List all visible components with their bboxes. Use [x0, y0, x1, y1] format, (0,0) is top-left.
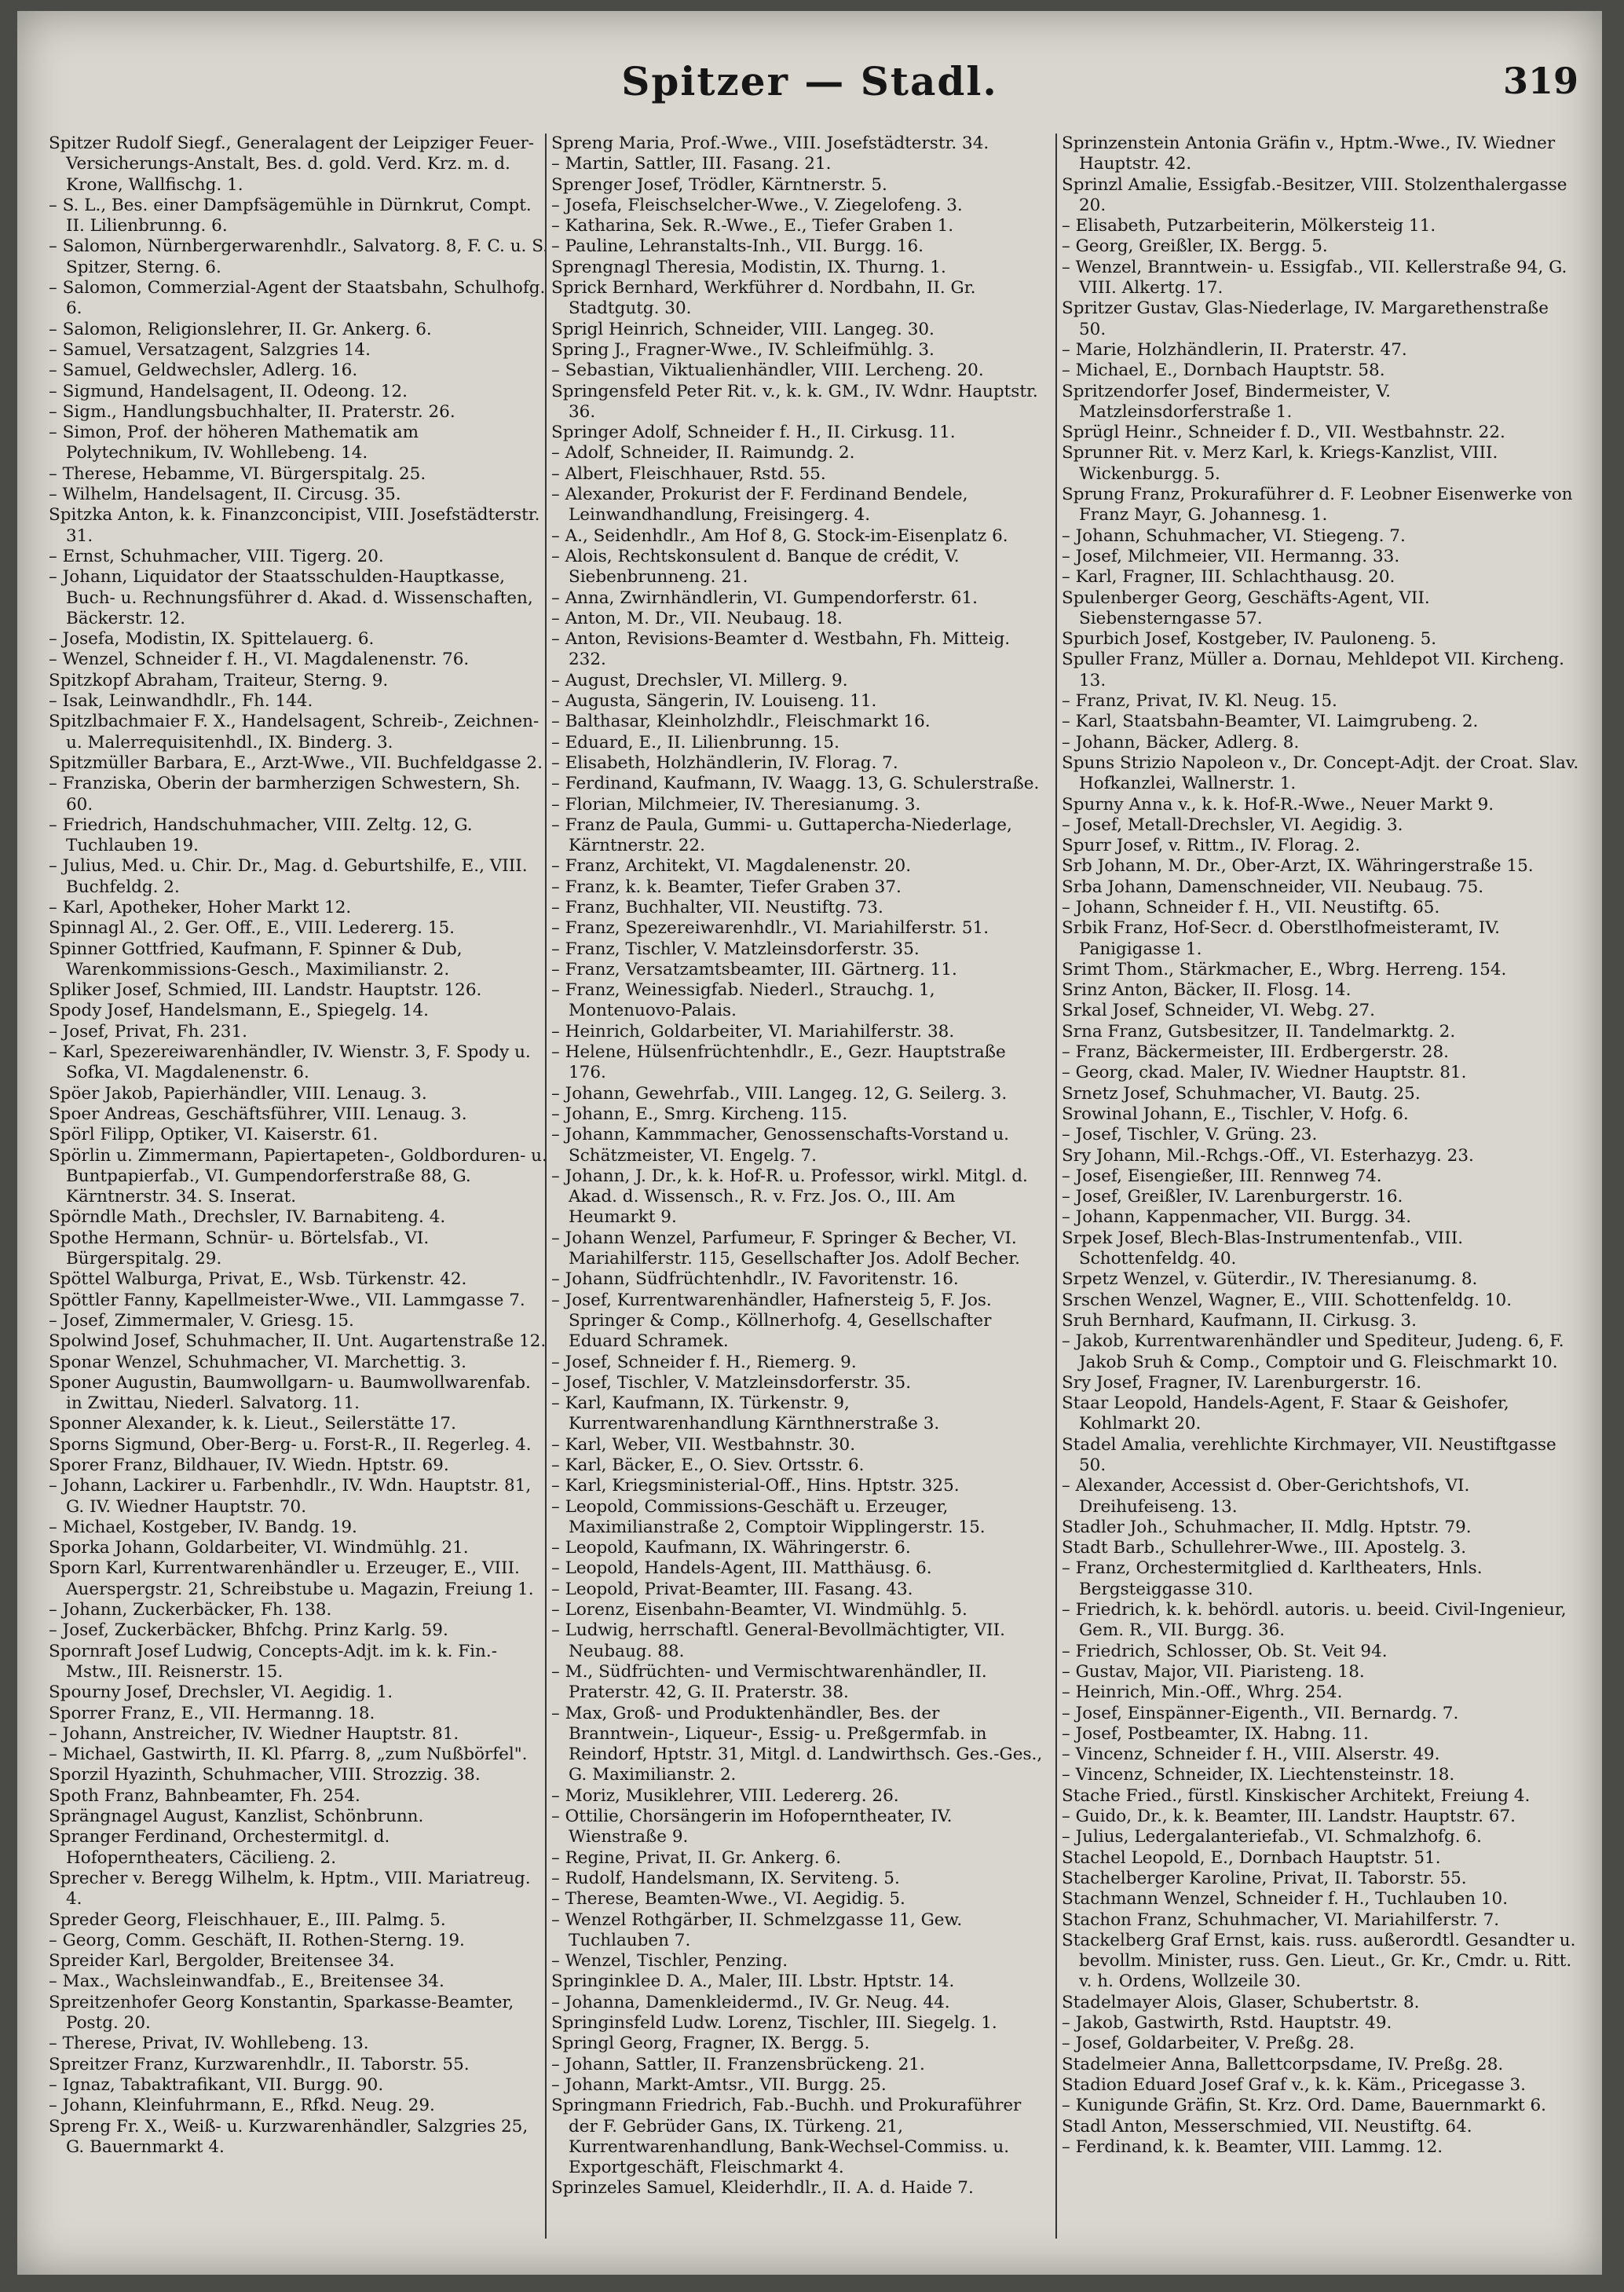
- directory-entry: Spitzkopf Abraham, Traiteur, Sterng. 9.: [49, 670, 389, 690]
- directory-entry: Sponar Wenzel, Schuhmacher, VI. Marchettig. 3.: [49, 1352, 466, 1372]
- directory-page: [17, 11, 1602, 2275]
- directory-entry: – Josef, Kurrentwarenhändler, Hafnersteig 5, F. Jos. Springer & Comp., Köllnerhofg. 4, Gesellschafter Eduard Schramek.: [551, 1290, 992, 1352]
- directory-entry: Springinsfeld Ludw. Lorenz, Tischler, III. Siegelg. 1.: [551, 2013, 997, 2034]
- directory-column-1: [49, 134, 551, 2239]
- directory-entry: Spreider Karl, Bergolder, Breitensee 34.: [49, 1951, 395, 1972]
- directory-entry: – Karl, Apotheker, Hoher Markt 12.: [49, 897, 352, 917]
- directory-entry: – Franz, Weinessigfab. Niederl., Strauchg. 1, Montenuovo-Palais.: [551, 980, 935, 1021]
- directory-entry: Srna Franz, Gutsbesitzer, II. Tandelmarktg. 2.: [1062, 1021, 1456, 1042]
- directory-entry: Spurr Josef, v. Rittm., IV. Florag. 2.: [1062, 836, 1361, 856]
- directory-entry: – Josefa, Fleischselcher-Wwe., V. Ziegelofeng. 3.: [551, 195, 963, 215]
- directory-entry: – Franz, k. k. Beamter, Tiefer Graben 37.: [551, 877, 902, 897]
- directory-entry: Stachel Leopold, E., Dornbach Hauptstr. 51.: [1062, 1847, 1441, 1868]
- directory-entry: Srowinal Johann, E., Tischler, V. Hofg. 6.: [1062, 1104, 1409, 1124]
- directory-entry: Sponer Augustin, Baumwollgarn- u. Baumwollwarenfab. in Zwittau, Niederl. Salvatorg. 11.: [49, 1372, 531, 1414]
- directory-entry: – Johann, Bäcker, Adlerg. 8.: [1062, 732, 1300, 752]
- directory-entry: Srb Johann, M. Dr., Ober-Arzt, IX. Währingerstraße 15.: [1062, 856, 1534, 877]
- directory-entry: – Albert, Fleischhauer, Rstd. 55.: [551, 463, 826, 484]
- directory-entry: – Max., Wachsleinwandfab., E., Breitensee 34.: [49, 1972, 444, 1992]
- directory-entry: – Josef, Tischler, V. Grüng. 23.: [1062, 1125, 1318, 1145]
- directory-entry: – Karl, Weber, VII. Westbahnstr. 30.: [551, 1434, 856, 1455]
- directory-entry: – Samuel, Versatzagent, Salzgries 14.: [49, 339, 371, 360]
- directory-entry: – Therese, Privat, IV. Wohllebeng. 13.: [49, 2034, 369, 2054]
- directory-entry: – Karl, Fragner, III. Schlachthausg. 20.: [1062, 567, 1395, 588]
- directory-entry: Sponner Alexander, k. k. Lieut., Seilerstätte 17.: [49, 1414, 456, 1434]
- directory-entry: – Anton, Revisions-Beamter d. Westbahn, Fh. Mitteig. 232.: [551, 629, 1011, 670]
- directory-entry: – Johann, Schuhmacher, VI. Stiegeng. 7.: [1062, 525, 1406, 546]
- directory-entry: Springinklee D. A., Maler, III. Lbstr. Hptstr. 14.: [551, 1972, 955, 1992]
- directory-entry: Sporka Johann, Goldarbeiter, VI. Windmühlg. 21.: [49, 1538, 469, 1558]
- directory-entry: Srschen Wenzel, Wagner, E., VIII. Schottenfeldg. 10.: [1062, 1290, 1512, 1310]
- directory-entry: – Franz, Buchhalter, VII. Neustiftg. 73.: [551, 897, 883, 917]
- directory-entry: – Wenzel, Tischler, Penzing.: [551, 1951, 788, 1972]
- directory-entry: Sporzil Hyazinth, Schuhmacher, VIII. Strozzig. 38.: [49, 1765, 481, 1785]
- directory-entry: – Lorenz, Eisenbahn-Beamter, VI. Windmühlg. 5.: [551, 1600, 967, 1620]
- directory-entry: Spuns Strizio Napoleon v., Dr. Concept-Adjt. der Croat. Slav. Hofkanzlei, Wallnerstr. 1.: [1062, 752, 1579, 794]
- directory-entry: – Vincenz, Schneider, IX. Liechtensteinstr. 18.: [1062, 1765, 1455, 1785]
- directory-entry: – Karl, Kriegsministerial-Off., Hins. Hptstr. 325.: [551, 1476, 960, 1496]
- directory-entry: – Leopold, Commissions-Geschäft u. Erzeuger, Maximilianstraße 2, Comptoir Wipplingerstr. 15.: [551, 1496, 986, 1537]
- directory-entry: – Georg, ckad. Maler, IV. Wiedner Hauptstr. 81.: [1062, 1063, 1467, 1083]
- directory-entry: – Ferdinand, Kaufmann, IV. Waagg. 13, G. Schulerstraße.: [551, 774, 1040, 794]
- directory-entry: – Josef, Milchmeier, VII. Hermanng. 33.: [1062, 546, 1400, 566]
- directory-entry: Stadel Amalia, verehlichte Kirchmayer, VII. Neustiftgasse 50.: [1062, 1434, 1556, 1475]
- directory-entry: Staar Leopold, Handels-Agent, F. Staar & Geishofer, Kohlmarkt 20.: [1062, 1393, 1509, 1434]
- directory-entry: – Sigm., Handlungsbuchhalter, II. Praterstr. 26.: [49, 401, 455, 422]
- directory-entry: Stadelmayer Alois, Glaser, Schubertstr. 8.: [1062, 1992, 1420, 2012]
- directory-entry: – Georg, Greißler, IX. Bergg. 5.: [1062, 236, 1328, 257]
- directory-entry: – Helene, Hülsenfrüchtenhdlr., E., Gezr. Hauptstraße 176.: [551, 1042, 1006, 1083]
- directory-entry: – Johann, Zuckerbäcker, Fh. 138.: [49, 1600, 332, 1620]
- directory-entry: – Michael, Gastwirth, II. Kl. Pfarrg. 8, „zum Nußbörfel".: [49, 1745, 528, 1765]
- directory-entry: – Ignaz, Tabaktrafikant, VII. Burgg. 90.: [49, 2074, 384, 2095]
- directory-entry: – Ernst, Schuhmacher, VIII. Tigerg. 20.: [49, 546, 384, 566]
- directory-entry: Spolwind Josef, Schuhmacher, II. Unt. Augartenstraße 12.: [49, 1331, 547, 1352]
- directory-entry: – Ferdinand, k. k. Beamter, VIII. Lammg. 12.: [1062, 2136, 1443, 2157]
- directory-entry: Sprunner Rit. v. Merz Karl, k. Kriegs-Kanzlist, VIII. Wickenburgg. 5.: [1062, 443, 1498, 484]
- directory-entry: – Elisabeth, Putzarbeiterin, Mölkersteig 11.: [1062, 216, 1436, 236]
- directory-entry: – Salomon, Religionslehrer, II. Gr. Ankerg. 6.: [49, 319, 432, 339]
- directory-entry: – S. L., Bes. einer Dampfsägemühle in Dürnkrut, Compt. II. Lilienbrunng. 6.: [49, 195, 532, 236]
- directory-entry: – Josef, Tischler, V. Matzleinsdorferstr. 35.: [551, 1372, 912, 1393]
- directory-entry: Sprung Franz, Prokuraführer d. F. Leobner Eisenwerke von Franz Mayr, G. Johannesg. 1.: [1062, 485, 1573, 525]
- directory-entry: Spourny Josef, Drechsler, VI. Aegidig. 1.: [49, 1682, 393, 1703]
- directory-entry: – Martin, Sattler, III. Fasang. 21.: [551, 154, 832, 174]
- directory-entry: – Julius, Med. u. Chir. Dr., Mag. d. Geburtshilfe, E., VIII. Buchfeldg. 2.: [49, 856, 528, 897]
- directory-entry: – Ludwig, herrschaftl. General-Bevollmächtigter, VII. Neubaug. 88.: [551, 1620, 1005, 1661]
- directory-entry: – Karl, Kaufmann, IX. Türkenstr. 9, Kurrentwarenhandlung Kärnthnerstraße 3.: [551, 1393, 940, 1434]
- directory-entry: – Wenzel, Branntwein- u. Essigfab., VII. Kellerstraße 94, G. VIII. Alkertg. 17.: [1062, 257, 1567, 298]
- directory-entry: – Therese, Beamten-Wwe., VI. Aegidig. 5.: [551, 1889, 905, 1909]
- directory-entry: – A., Seidenhdlr., Am Hof 8, G. Stock-im-Eisenplatz 6.: [551, 525, 1008, 546]
- directory-entry: – Alexander, Accessist d. Ober-Gerichtshofs, VI. Dreihufeiseng. 13.: [1062, 1476, 1470, 1517]
- directory-entry: – Johann Wenzel, Parfumeur, F. Springer & Becher, VI. Mariahilferstr. 115, Gesellschafter Jos. Adolf Becher.: [551, 1228, 1020, 1269]
- directory-entry: Spurny Anna v., k. k. Hof-R.-Wwe., Neuer Markt 9.: [1062, 794, 1494, 815]
- directory-entry: Stadler Joh., Schuhmacher, II. Mdlg. Hptstr. 79.: [1062, 1517, 1472, 1537]
- directory-entry: – Franz, Privat, IV. Kl. Neug. 15.: [1062, 691, 1337, 712]
- directory-entry: – Josef, Goldarbeiter, V. Preßg. 28.: [1062, 2034, 1355, 2054]
- directory-entry: Sprinzenstein Antonia Gräfin v., Hptm.-Wwe., IV. Wiedner Hauptstr. 42.: [1062, 134, 1556, 174]
- directory-entry: Spothe Hermann, Schnür- u. Börtelsfab., VI. Bürgerspitalg. 29.: [49, 1228, 430, 1269]
- directory-entry: – Franz de Paula, Gummi- u. Guttapercha-Niederlage, Kärntnerstr. 22.: [551, 815, 1012, 856]
- directory-entry: – Wenzel Rothgärber, II. Schmelzgasse 11, Gew. Tuchlauben 7.: [551, 1909, 963, 1950]
- directory-entry: – Alois, Rechtskonsulent d. Banque de crédit, V. Siebenbrunneng. 21.: [551, 546, 960, 588]
- directory-entry: – Franz, Architekt, VI. Magdalenenstr. 20.: [551, 856, 912, 877]
- directory-column-2: [545, 134, 1043, 2239]
- directory-entry: Stachon Franz, Schuhmacher, VI. Mariahilferstr. 7.: [1062, 1909, 1500, 1930]
- directory-entry: – M., Südfrüchten- und Vermischtwarenhändler, II. Praterstr. 42, G. II. Praterstr. 38.: [551, 1661, 987, 1703]
- directory-entry: – Balthasar, Kleinholzhdlr., Fleischmarkt 16.: [551, 712, 931, 732]
- directory-entry: – Johann, Gewehrfab., VIII. Langeg. 12, G. Seilerg. 3.: [551, 1083, 1008, 1104]
- directory-entry: – Johann, Markt-Amtsr., VII. Burgg. 25.: [551, 2074, 887, 2095]
- directory-entry: Sprängnagel August, Kanzlist, Schönbrunn.: [49, 1807, 424, 1827]
- directory-entry: – Karl, Spezereiwarenhändler, IV. Wienstr. 3, F. Spody u. Sofka, VI. Magdalenenstr. 6.: [49, 1042, 531, 1083]
- directory-entry: – Therese, Hebamme, VI. Bürgerspitalg. 25.: [49, 463, 426, 484]
- directory-entry: – August, Drechsler, VI. Millerg. 9.: [551, 670, 848, 690]
- directory-entry: – Heinrich, Min.-Off., Whrg. 254.: [1062, 1682, 1343, 1703]
- directory-entry: – Samuel, Geldwechsler, Adlerg. 16.: [49, 361, 358, 381]
- directory-entry: – Johann, Schneider f. H., VII. Neustiftg. 65.: [1062, 897, 1440, 917]
- directory-entry: – Anna, Zwirnhändlerin, VI. Gumpendorferstr. 61.: [551, 588, 978, 608]
- directory-entry: – Pauline, Lehranstalts-Inh., VII. Burgg. 16.: [551, 236, 924, 257]
- directory-entry: – Sigmund, Handelsagent, II. Odeong. 12.: [49, 381, 408, 401]
- directory-entry: Stache Fried., fürstl. Kinskischer Architekt, Freiung 4.: [1062, 1785, 1531, 1806]
- directory-entry: – Franz, Spezereiwarenhdlr., VI. Mariahilferstr. 51.: [551, 918, 989, 939]
- directory-entry: – Salomon, Nürnbergerwarenhdlr., Salvatorg. 8, F. C. u. S. Spitzer, Sterng. 6.: [49, 236, 549, 277]
- directory-entry: Springer Adolf, Schneider f. H., II. Cirkusg. 11.: [551, 423, 956, 443]
- directory-entry: – Friedrich, Schlosser, Ob. St. Veit 94.: [1062, 1641, 1388, 1661]
- directory-entry: – Johann, Kammmacher, Genossenschafts-Vorstand u. Schätzmeister, VI. Engelg. 7.: [551, 1125, 1010, 1166]
- directory-entry: – Johann, E., Smrg. Kircheng. 115.: [551, 1104, 848, 1124]
- directory-entry: Sporer Franz, Bildhauer, IV. Wiedn. Hptstr. 69.: [49, 1455, 449, 1475]
- directory-entry: Spörlin u. Zimmermann, Papiertapeten-, Goldborduren- u. Buntpapierfab., VI. Gumpendorferstraße 88, G. Kärntnerstr. 34. S. Inserat.: [49, 1145, 547, 1207]
- directory-entry: – Franz, Versatzamtsbeamter, III. Gärtnerg. 11.: [551, 959, 957, 979]
- directory-entry: Srkal Josef, Schneider, VI. Webg. 27.: [1062, 1001, 1376, 1021]
- directory-entry: Sporrer Franz, E., VII. Hermanng. 18.: [49, 1703, 375, 1723]
- directory-entry: Srba Johann, Damenschneider, VII. Neubaug. 75.: [1062, 877, 1484, 897]
- directory-entry: – Max, Groß- und Produktenhändler, Bes. der Branntwein-, Liqueur-, Essig- u. Preßgermfab. in Reindorf, Hptstr. 31, Mitgl. d. Landwirthsch. Ges.-Ges., G. Maximilianstr. 2.: [551, 1703, 1043, 1785]
- directory-entry: Spring J., Fragner-Wwe., IV. Schleifmühlg. 3.: [551, 339, 935, 360]
- directory-entry: – Elisabeth, Holzhändlerin, IV. Florag. 7.: [551, 752, 898, 773]
- directory-entry: Srpek Josef, Blech-Blas-Instrumentenfab., VIII. Schottenfeldg. 40.: [1062, 1228, 1464, 1269]
- directory-entry: Spitzka Anton, k. k. Finanzconcipist, VIII. Josefstädterstr. 31.: [49, 505, 540, 546]
- directory-entry: Spitzer Rudolf Siegf., Generalagent der Leipziger Feuer-Versicherungs-Anstalt, Bes. d. gold. Verd. Krz. m. d. Krone, Wallfischg. 1.: [49, 134, 535, 195]
- directory-entry: – Michael, Kostgeber, IV. Bandg. 19.: [49, 1517, 357, 1537]
- directory-entry: Spöttler Fanny, Kapellmeister-Wwe., VII. Lammgasse 7.: [49, 1290, 525, 1310]
- directory-entry: Spreitzenhofer Georg Konstantin, Sparkasse-Beamter, Postg. 20.: [49, 1992, 514, 2034]
- directory-entry: – Johann, Lackirer u. Farbenhdlr., IV. Wdn. Hauptstr. 81, G. IV. Wiedner Hauptstr. 70.: [49, 1476, 532, 1517]
- directory-entry: Stadelmeier Anna, Ballettcorpsdame, IV. Preßg. 28.: [1062, 2054, 1504, 2074]
- directory-entry: Sprengnagl Theresia, Modistin, IX. Thurng. 1.: [551, 257, 946, 277]
- directory-entry: – Ottilie, Chorsängerin im Hofoperntheater, IV. Wienstraße 9.: [551, 1807, 953, 1847]
- directory-entry: – Leopold, Kaufmann, IX. Währingerstr. 6.: [551, 1538, 911, 1558]
- directory-entry: Sprecher v. Beregg Wilhelm, k. Hptm., VIII. Mariatreug. 4.: [49, 1868, 531, 1909]
- directory-entry: – Gustav, Major, VII. Piaristeng. 18.: [1062, 1661, 1365, 1682]
- directory-entry: – Leopold, Privat-Beamter, III. Fasang. 43.: [551, 1579, 913, 1599]
- directory-entry: Sry Josef, Fragner, IV. Larenburgerstr. 16.: [1062, 1372, 1422, 1393]
- directory-entry: – Friedrich, k. k. behördl. autoris. u. beeid. Civil-Ingenieur, Gem. R., VII. Burgg. 36.: [1062, 1600, 1567, 1641]
- directory-entry: Spulenberger Georg, Geschäfts-Agent, VII. Siebensterngasse 57.: [1062, 588, 1430, 628]
- directory-entry: – Salomon, Commerzial-Agent der Staatsbahn, Schulhofg. 6.: [49, 278, 546, 319]
- directory-entry: – Augusta, Sängerin, IV. Louiseng. 11.: [551, 691, 877, 712]
- directory-entry: Sprügl Heinr., Schneider f. D., VII. Westbahnstr. 22.: [1062, 423, 1505, 443]
- directory-entry: Spreng Maria, Prof.-Wwe., VIII. Josefstädterstr. 34.: [551, 134, 989, 153]
- directory-entry: Spinner Gottfried, Kaufmann, F. Spinner & Dub, Warenkommissions-Gesch., Maximilianstr. 2.: [49, 939, 463, 979]
- directory-entry: – Josef, Schneider f. H., Riemerg. 9.: [551, 1352, 857, 1372]
- directory-entry: Sprinzl Amalie, Essigfab.-Besitzer, VIII. Stolzenthalergasse 20.: [1062, 174, 1567, 215]
- directory-entry: Spurbich Josef, Kostgeber, IV. Pauloneng. 5.: [1062, 629, 1437, 650]
- directory-entry: – Moriz, Musiklehrer, VIII. Ledererg. 26.: [551, 1785, 899, 1806]
- directory-entry: – Sebastian, Viktualienhändler, VIII. Lercheng. 20.: [551, 361, 984, 381]
- directory-entry: – Johann, Südfrüchtenhdlr., IV. Favoritenstr. 16.: [551, 1269, 959, 1290]
- directory-entry: Spliker Josef, Schmied, III. Landstr. Hauptstr. 126.: [49, 980, 482, 1001]
- directory-entry: Sprick Bernhard, Werkführer d. Nordbahn, II. Gr. Stadtgutg. 30.: [551, 278, 976, 319]
- directory-entry: – Vincenz, Schneider f. H., VIII. Alserstr. 49.: [1062, 1745, 1440, 1765]
- directory-entry: – Wenzel, Schneider f. H., VI. Magdalenenstr. 76.: [49, 650, 470, 670]
- directory-entry: – Leopold, Handels-Agent, III. Matthäusg. 6.: [551, 1558, 932, 1579]
- directory-entry: – Jakob, Kurrentwarenhändler und Spediteur, Judeng. 6, F. Jakob Sruh & Comp., Comptoir und G. Fleischmarkt 10.: [1062, 1331, 1564, 1372]
- directory-entry: – Katharina, Sek. R.-Wwe., E., Tiefer Graben 1.: [551, 216, 954, 236]
- directory-entry: Spitzmüller Barbara, E., Arzt-Wwe., VII. Buchfeldgasse 2.: [49, 752, 543, 773]
- directory-entry: Stackelberg Graf Ernst, kais. russ. außerordtl. Gesandter u. bevollm. Minister, russ. Gen. Lieut., Gr. Kr., Cmdr. u. Ritt. v. h. Ordens, Wollzeile 30.: [1062, 1930, 1576, 1992]
- directory-entry: Sry Johann, Mil.-Rchgs.-Off., VI. Esterhazyg. 23.: [1062, 1145, 1474, 1166]
- directory-entry: – Jakob, Gastwirth, Rstd. Hauptstr. 49.: [1062, 2013, 1392, 2034]
- directory-entry: – Florian, Milchmeier, IV. Theresianumg. 3.: [551, 794, 921, 815]
- directory-entry: – Franz, Bäckermeister, III. Erdbergerstr. 28.: [1062, 1042, 1449, 1063]
- directory-entry: – Adolf, Schneider, II. Raimundg. 2.: [551, 443, 855, 463]
- directory-entry: – Kunigunde Gräfin, St. Krz. Ord. Dame, Bauernmarkt 6.: [1062, 2096, 1547, 2116]
- directory-entry: – Anton, M. Dr., VII. Neubaug. 18.: [551, 608, 843, 628]
- directory-entry: Spritzer Gustav, Glas-Niederlage, IV. Margarethenstraße 50.: [1062, 298, 1549, 339]
- directory-entry: Stadion Eduard Josef Graf v., k. k. Käm., Pricegasse 3.: [1062, 2074, 1526, 2095]
- directory-entry: Stadt Barb., Schullehrer-Wwe., III. Apostelg. 3.: [1062, 1538, 1467, 1558]
- directory-entry: Stadl Anton, Messerschmied, VII. Neustiftg. 64.: [1062, 2116, 1472, 2136]
- directory-entry: Springmann Friedrich, Fab.-Buchh. und Prokuraführer der F. Gebrüder Gans, IX. Türkeng. 21, Kurrentwarenhandlung, Bank-Wechsel-Commiss. u. Exportgeschäft, Fleischmarkt 4.: [551, 2096, 1022, 2178]
- directory-entry: – Josef, Postbeamter, IX. Habng. 11.: [1062, 1723, 1369, 1744]
- directory-entry: – Regine, Privat, II. Gr. Ankerg. 6.: [551, 1847, 842, 1868]
- directory-entry: – Josef, Einspänner-Eigenth., VII. Bernardg. 7.: [1062, 1703, 1459, 1723]
- directory-entry: Spranger Ferdinand, Orchestermitgl. d. Hofoperntheaters, Cäcilieng. 2.: [49, 1827, 390, 1868]
- directory-entry: – Josef, Metall-Drechsler, VI. Aegidig. 3.: [1062, 815, 1403, 835]
- directory-entry: – Simon, Prof. der höheren Mathematik am Polytechnikum, IV. Wohllebeng. 14.: [49, 423, 419, 463]
- directory-entry: Spörl Filipp, Optiker, VI. Kaiserstr. 61.: [49, 1125, 379, 1145]
- directory-entry: – Josef, Greißler, IV. Larenburgerstr. 16.: [1062, 1187, 1403, 1207]
- directory-entry: Spoth Franz, Bahnbeamter, Fh. 254.: [49, 1785, 360, 1806]
- directory-entry: Srbik Franz, Hof-Secr. d. Oberstlhofmeisteramt, IV. Panigigasse 1.: [1062, 918, 1500, 959]
- directory-entry: Sporns Sigmund, Ober-Berg- u. Forst-R., II. Regerleg. 4.: [49, 1434, 532, 1455]
- directory-entry: – Johann, Sattler, II. Franzensbrückeng. 21.: [551, 2054, 925, 2074]
- directory-entry: – Friedrich, Handschuhmacher, VIII. Zeltg. 12, G. Tuchlauben 19.: [49, 815, 473, 856]
- directory-entry: – Karl, Bäcker, E., O. Siev. Ortsstr. 6.: [551, 1455, 865, 1475]
- directory-entry: Springensfeld Peter Rit. v., k. k. GM., IV. Wdnr. Hauptstr. 36.: [551, 381, 1038, 422]
- directory-entry: Spritzendorfer Josef, Bindermeister, V. Matzleinsdorferstraße 1.: [1062, 381, 1391, 422]
- directory-entry: – Johann, Kappenmacher, VII. Burgg. 34.: [1062, 1207, 1412, 1228]
- directory-entry: – Franz, Orchestermitglied d. Karltheaters, Hnls. Bergsteiggasse 310.: [1062, 1558, 1483, 1599]
- page-header-title: Spitzer — Stadl.: [621, 58, 998, 104]
- directory-entry: Srpetz Wenzel, v. Güterdir., IV. Theresianumg. 8.: [1062, 1269, 1478, 1290]
- directory-entry: – Karl, Staatsbahn-Beamter, VI. Laimgrubeng. 2.: [1062, 712, 1479, 732]
- directory-entry: Sprinzeles Samuel, Kleiderhdlr., II. A. d. Haide 7.: [551, 2178, 974, 2199]
- directory-entry: Spinnagl Al., 2. Ger. Off., E., VIII. Ledererg. 15.: [49, 918, 455, 939]
- directory-entry: Spornraft Josef Ludwig, Concepts-Adjt. im k. k. Fin.-Mstw., III. Reisnerstr. 15.: [49, 1641, 497, 1682]
- directory-entry: Spreder Georg, Fleischhauer, E., III. Palmg. 5.: [49, 1909, 446, 1930]
- directory-entry: Sporn Karl, Kurrentwarenhändler u. Erzeuger, E., VIII. Auerspergstr. 21, Schreibstube u. Magazin, Freiung 1.: [49, 1558, 534, 1599]
- directory-entry: – Johann, Liquidator der Staatsschulden-Hauptkasse, Buch- u. Rechnungsführer d. Akad. d. Wissenschaften, Bäckerstr. 12.: [49, 567, 533, 628]
- directory-entry: – Josef, Privat, Fh. 231.: [49, 1021, 247, 1042]
- directory-entry: – Johanna, Damenkleidermd., IV. Gr. Neug. 44.: [551, 1992, 950, 2012]
- directory-entry: – Eduard, E., II. Lilienbrunng. 15.: [551, 732, 839, 752]
- directory-entry: Spoer Andreas, Geschäftsführer, VIII. Lenaug. 3.: [49, 1104, 467, 1124]
- directory-entry: Spörndle Math., Drechsler, IV. Barnabiteng. 4.: [49, 1207, 446, 1228]
- directory-entry: Srinz Anton, Bäcker, II. Flosg. 14.: [1062, 980, 1352, 1001]
- directory-entry: – Franz, Tischler, V. Matzleinsdorferstr. 35.: [551, 939, 920, 959]
- directory-entry: – Isak, Leinwandhdlr., Fh. 144.: [49, 691, 313, 712]
- directory-entry: Srimt Thom., Stärkmacher, E., Wbrg. Herreng. 154.: [1062, 959, 1507, 979]
- directory-entry: – Alexander, Prokurist der F. Ferdinand Bendele, Leinwandhandlung, Freisingerg. 4.: [551, 485, 968, 525]
- directory-entry: Sruh Bernhard, Kaufmann, II. Cirkusg. 3.: [1062, 1310, 1417, 1331]
- directory-entry: Spreitzer Franz, Kurzwarenhdlr., II. Taborstr. 55.: [49, 2054, 470, 2074]
- directory-entry: – Rudolf, Handelsmann, IX. Serviteng. 5.: [551, 1868, 900, 1888]
- directory-entry: – Josef, Eisengießer, III. Rennweg 74.: [1062, 1166, 1382, 1186]
- directory-entry: Stachmann Wenzel, Schneider f. H., Tuchlauben 10.: [1062, 1889, 1509, 1909]
- directory-entry: – Heinrich, Goldarbeiter, VI. Mariahilferstr. 38.: [551, 1021, 955, 1042]
- directory-entry: Spöttel Walburga, Privat, E., Wsb. Türkenstr. 42.: [49, 1269, 467, 1290]
- directory-entry: – Johann, J. Dr., k. k. Hof-R. u. Professor, wirkl. Mitgl. d. Akad. d. Wissensch., R. v. Frz. Jos. O., III. Am Heumarkt 9.: [551, 1166, 1028, 1228]
- directory-column-3: [1055, 134, 1580, 2239]
- directory-entry: Sprenger Josef, Trödler, Kärntnerstr. 5.: [551, 174, 887, 195]
- directory-entry: – Josef, Zimmermaler, V. Griesg. 15.: [49, 1310, 354, 1331]
- directory-entry: Spitzlbachmaier F. X., Handelsagent, Schreib-, Zeichnen- u. Malerrequisitenhdl., IX. Binderg. 3.: [49, 712, 540, 752]
- directory-entry: – Michael, E., Dornbach Hauptstr. 58.: [1062, 361, 1385, 381]
- directory-entry: – Marie, Holzhändlerin, II. Praterstr. 47.: [1062, 339, 1407, 360]
- directory-entry: – Wilhelm, Handelsagent, II. Circusg. 35.: [49, 485, 401, 505]
- directory-entry: Spuller Franz, Müller a. Dornau, Mehldepot VII. Kircheng. 13.: [1062, 650, 1564, 690]
- directory-entry: Spöer Jakob, Papierhändler, VIII. Lenaug. 3.: [49, 1083, 427, 1104]
- directory-entry: Spreng Fr. X., Weiß- u. Kurzwarenhändler, Salzgries 25, G. Bauernmarkt 4.: [49, 2116, 529, 2157]
- directory-entry: Spody Josef, Handelsmann, E., Spiegelg. 14.: [49, 1001, 430, 1021]
- directory-entry: – Johann, Anstreicher, IV. Wiedner Hauptstr. 81.: [49, 1723, 459, 1744]
- directory-entry: – Johann, Kleinfuhrmann, E., Rfkd. Neug. 29.: [49, 2096, 435, 2116]
- directory-entry: – Julius, Ledergalanteriefab., VI. Schmalzhofg. 6.: [1062, 1827, 1482, 1847]
- directory-entry: Sprigl Heinrich, Schneider, VIII. Langeg. 30.: [551, 319, 935, 339]
- directory-entry: Stachelberger Karoline, Privat, II. Taborstr. 55.: [1062, 1868, 1467, 1888]
- page-number: 319: [1502, 60, 1578, 102]
- directory-entry: – Josefa, Modistin, IX. Spittelauerg. 6.: [49, 629, 375, 650]
- directory-entry: Srnetz Josef, Schuhmacher, VI. Bautg. 25.: [1062, 1083, 1421, 1104]
- directory-entry: Springl Georg, Fragner, IX. Bergg. 5.: [551, 2034, 870, 2054]
- directory-entry: – Guido, Dr., k. k. Beamter, III. Landstr. Hauptstr. 67.: [1062, 1807, 1516, 1827]
- directory-entry: – Georg, Comm. Geschäft, II. Rothen-Sterng. 19.: [49, 1930, 465, 1950]
- directory-entry: – Franziska, Oberin der barmherzigen Schwestern, Sh. 60.: [49, 774, 521, 815]
- directory-entry: – Josef, Zuckerbäcker, Bhfchg. Prinz Karlg. 59.: [49, 1620, 448, 1641]
